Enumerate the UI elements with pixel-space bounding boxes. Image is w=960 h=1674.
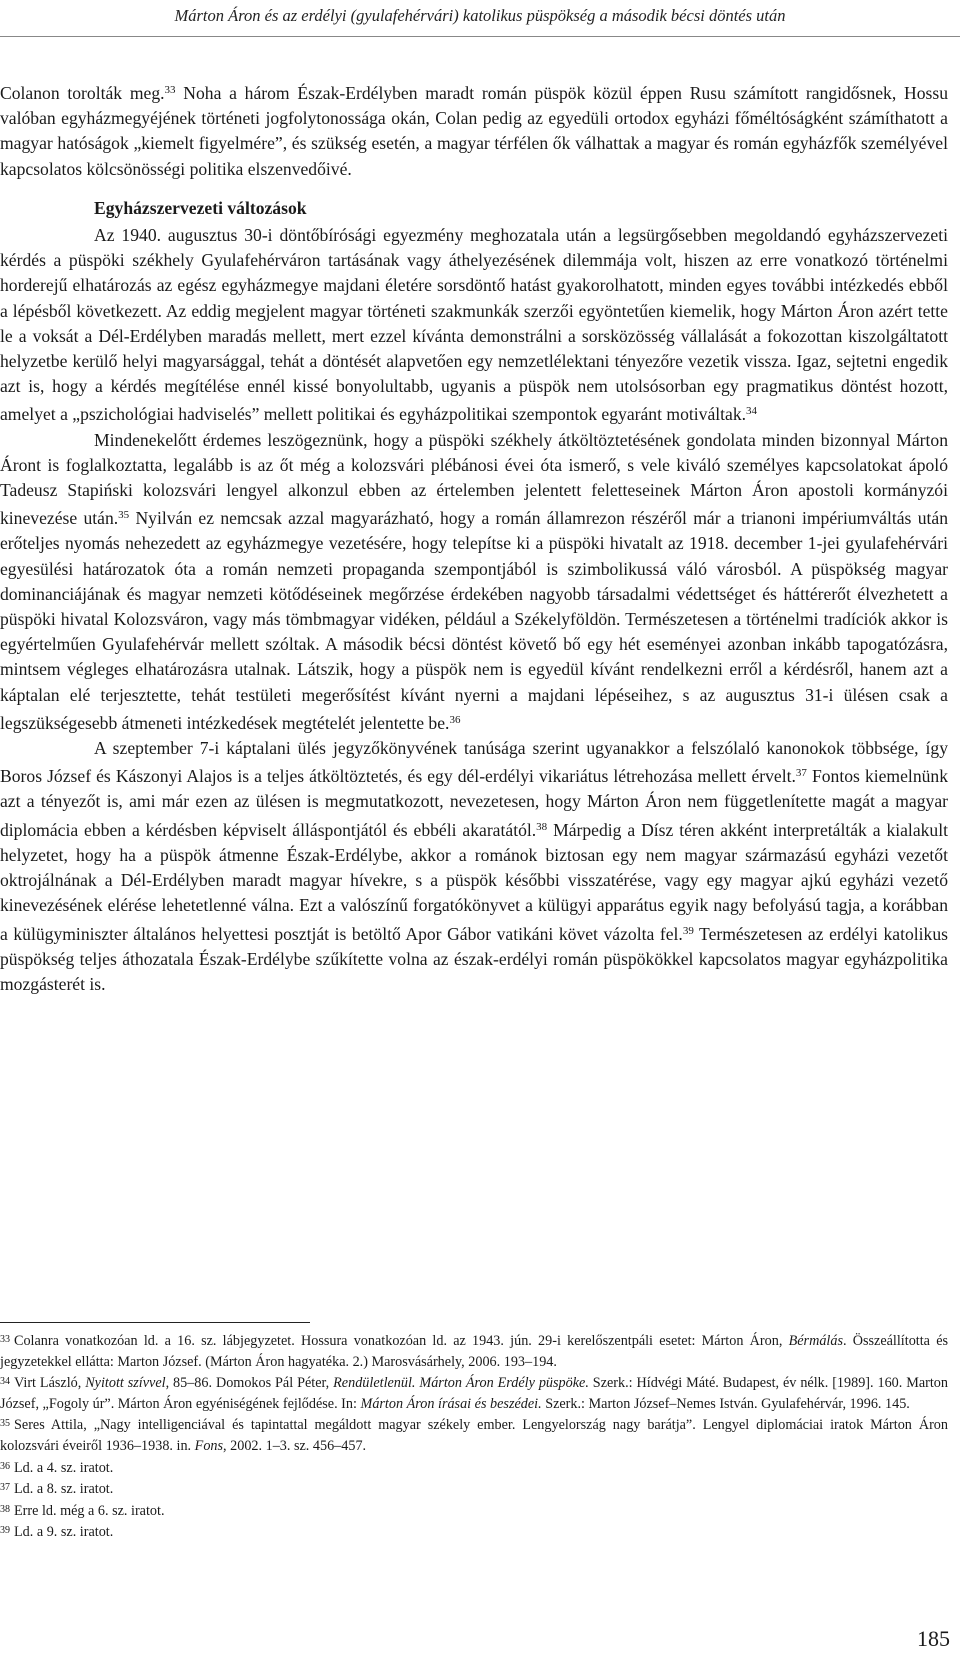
footnote-ref-38: 38: [536, 820, 548, 833]
footnote-italic: Rendületlenül. Márton Áron Erdély püspöke.: [333, 1375, 589, 1392]
footnote-number: 33: [0, 1334, 10, 1345]
footnote-ref-35: 35: [118, 509, 130, 522]
footnote-ref-34: 34: [746, 405, 758, 418]
footnote-number: 36: [0, 1460, 10, 1472]
paragraph-2-text: Az 1940. augusztus 30-i döntőbírósági egyezmény meghozatala után a legsürgősebben megoldandó egyházszervezeti kérdés a püspöki székhely Gyulafehérváron tartásának vagy áthelyezésének dilemmája volt, hiszen az erre vonatkozó történelmi horderejű elhatározás az egész egyházmegye majdani életére sorsdöntő hatást gyakorolhatott, minden egyes további intézkedés ebből a lépésből következett. Az eddig megjelent magyar történeti szakmunkák szerzői egyöntetűen kiemelik, hogy Márton Áron azért tette le a voksát a Dél-Erdélyben maradás mellett, mert ezzel kívánta demonstrálni a sorsközösség vállalását a fokozottan kiszolgáltatott helyzetbe kerülő helyi magyarsággal, tehát a döntését alapvetően egy nemzetlélektani tényezőre vezetik vissza. Igaz, sejtetni engedik azt is, hogy a kérdés megítélése ennél kissé bonyolultabb, ugyanis a püspök nem utolsósorban egy pragmatikus döntést hozott, amelyet a „pszichológiai hadviselés” mellett politikai és egyházpolitikai szempontok egyaránt motiváltak.: [0, 225, 948, 425]
footnote-ref-39: 39: [682, 924, 694, 937]
paragraph-3-text-cont: Nyilván ez nemcsak azzal magyarázható, hogy a román államrezon részéről már a trianoni impériumváltás után erőteljes nyomás nehezedett az egyházmegye vezetésére, hogy telepítse ki a püspöki hivatalt az 1918. december 1-jei gyulafehérvári egyesülési határozatok óta a román nemzeti propaganda szempontjából is szimbolikussá váló városból. A püspökség magyar dominanciájának és magyar nemzeti kötődéseinek megőrzése érdekében nagyobb társadalmi védettséget és háttérerőt élvezhetett a püspöki hivatal Kolozsváron, vagy más tömbmagyar vidéken, például a Székelyföldön. Természetesen a történelmi tradíciók akkor is egyértelműen Gyulafehérvár mellett szóltak. A második bécsi döntést követő bő egy hét eseményei azonban inkább tapogatózásra, mintsem végleges elhatározásra utalnak. Látszik, hogy a püspök nem is egyedül kívánt rendelkezni erről a kérdésről, hanem azt a káptalan elé terjesztette, tehát testületi megerősítést kívánt nyerni a majdani lépéseihez, s az augusztus 31-i ülésen csak a legszükségesebb átmeneti intézkedések megtételét jelentette be.: [0, 508, 948, 733]
footnote-number: 38: [0, 1503, 10, 1515]
section-heading: Egyházszervezeti változások: [94, 197, 307, 218]
paragraph-4-text-c: Márpedig a Dísz téren akként interpretálták a kialakult helyzetet, hogy ha a püspök átmenne Észak-Erdélybe, akkor a románok biztosan egy nem magyar származású egyházi vezetőt oktrojálnának a Dél-Erdélyben maradt magyar hívekre, s a püspök későbbi visszatérése, vagy egy magyar ajkú egyházi vezető kinevezésének elérése lehetetlenné válna. Ezt a valószínű forgatókönyvet a külügyi apparátus egyik nagy befolyású tagja, a korábban a külügyminiszter általános helyettesi posztját is betöltő Apor Gábor vatikáni követ vázolta fel.: [0, 819, 948, 944]
footnote-italic: Márton Áron írásai és beszédei.: [360, 1395, 542, 1412]
footnote-text: , 2002. 1–3. sz. 456–457.: [223, 1437, 367, 1454]
footnote-text: , 85–86. Domokos Pál Péter,: [165, 1375, 334, 1392]
footnote-text: Virt László,: [14, 1375, 86, 1392]
paragraph-3-text: Mindenekelőtt érdemes leszögeznünk, hogy a püspöki székhely átköltöztetésének gondolata minden bizonnyal Márton Áront is foglalkoztatta, legalább is az őt még a kolozsvári plébánosi évei óta ismerő, s vele kiváló személyes kapcsolatokat ápoló Tadeusz Stapiński kolozsvári lengyel alkonzul ebben az értelemben jelentett feletteseinek Márton Áron apostoli kormányzói kinevezése után.: [0, 429, 948, 529]
footnote-text: . Összeállította és jegyzetekkel ellátta: Marton József. (Márton Áron hagyatéka. 2.) Marosvásárhely, 2006. 193–194.: [0, 1333, 949, 1370]
footnote-39: [0, 1521, 948, 1543]
header-rule: [0, 36, 960, 37]
page-number: 185: [917, 1626, 950, 1651]
footnote-number: 34: [0, 1376, 10, 1388]
paragraph-4-text-b: Fontos kiemelnünk azt a tényezőt is, ami már ezen az ülésen is megmutatkozott, nevezetesen, hogy Márton Áron nem függetlenítette magát a magyar diplomácia ebben a kérdésben képviselt álláspontjától és ebbéli akaratától.: [0, 766, 949, 840]
footnote-italic: Nyitott szívvel: [85, 1375, 166, 1392]
footnote-text: Ld. a 4. sz. iratot.: [14, 1459, 114, 1476]
footnote-text: Erre ld. még a 6. sz. iratot.: [14, 1502, 165, 1519]
paragraph-3: [0, 428, 948, 736]
footnote-ref-36: 36: [449, 713, 461, 726]
footnote-number: 39: [0, 1525, 10, 1537]
footnote-ref-37: 37: [795, 767, 807, 780]
paragraph-4: [0, 736, 948, 997]
body-text: [0, 78, 948, 997]
footnote-text: Szerk.: Marton József–Nemes István. Gyulafehérvár, 1996. 145.: [541, 1395, 910, 1412]
footnotes: [0, 1330, 948, 1543]
paragraph-4-text-d: Természetesen az erdélyi katolikus püspökség teljes áthozatala Észak-Erdélybe szűkítette volna az észak-erdélyi román püspökökkel kapcsolatos magyar egyházpolitika mozgásterét is.: [0, 923, 948, 994]
paragraph-1-text: Colanon torolták meg.: [0, 83, 165, 103]
footnote-separator: [0, 1322, 310, 1323]
footnote-38: [0, 1500, 948, 1522]
paragraph-2: [0, 223, 948, 428]
running-header: Márton Áron és az erdélyi (gyulafehérvári) katolikus püspökség a második bécsi döntés után: [174, 6, 786, 25]
footnote-italic: Bérmálás: [788, 1333, 843, 1349]
footnote-37: [0, 1478, 948, 1500]
footnote-number: 37: [0, 1482, 10, 1494]
footnote-34: [0, 1372, 948, 1414]
footnote-text: Seres Attila, „Nagy intelligenciával és tapintattal megáldott magyar székely ember. Lengyelország nagy barátja”. Lengyel diplomáciai iratok Márton Áron kolozsvári éveiről 1936–1938. in.: [0, 1417, 948, 1454]
footnote-35: [0, 1414, 948, 1456]
paragraph-1-text-cont: Noha a három Észak-Erdélyben maradt román püspök közül éppen Rusu számított rangidősnek, Hossu valóban egyházmegyéjének történeti jogfolytonossága okán, Colan pedig az egyedüli ortodox egyházi főméltóságként számíthatott a magyar hatóságok „kiemelt figyelmére”, és szükség esetén, a magyar térfélen ők válhattak a magyar és román egyházfők személyével kapcsolatos kölcsönösségi politika elszenvedőivé.: [0, 83, 948, 179]
footnote-italic: Fons: [194, 1437, 224, 1454]
footnote-number: 35: [0, 1418, 10, 1430]
footnote-text: Szerk.: Hídvégi Máté. Budapest, év nélk. [1989]. 160. Marton József, „Fogoly úr”. Márton Áron egyéniségének fejlődése. In:: [0, 1375, 948, 1412]
footnote-text: Colanra vonatkozóan ld. a 16. sz. lábjegyzetet. Hossura vonatkozóan ld. az 1943. jún. 29-i kerelőszentpáli esetet: Márton Áron,: [14, 1333, 789, 1349]
footnote-ref-33: 33: [164, 84, 176, 96]
footnote-text: Ld. a 8. sz. iratot.: [14, 1481, 114, 1498]
paragraph-1: [0, 78, 948, 182]
footnote-text: Ld. a 9. sz. iratot.: [14, 1524, 114, 1541]
paragraph-4-text: A szeptember 7-i káptalani ülés jegyzőkönyvének tanúsága szerint ugyanakkor a felszólaló kanonokok többsége, így Boros József és Kászonyi Alajos is a teljes átköltöztetés, és egy dél-erdélyi vikariátus létrehozása mellett érvelt.: [0, 738, 948, 787]
footnote-36: [0, 1457, 948, 1479]
footnote-33: [0, 1330, 948, 1372]
